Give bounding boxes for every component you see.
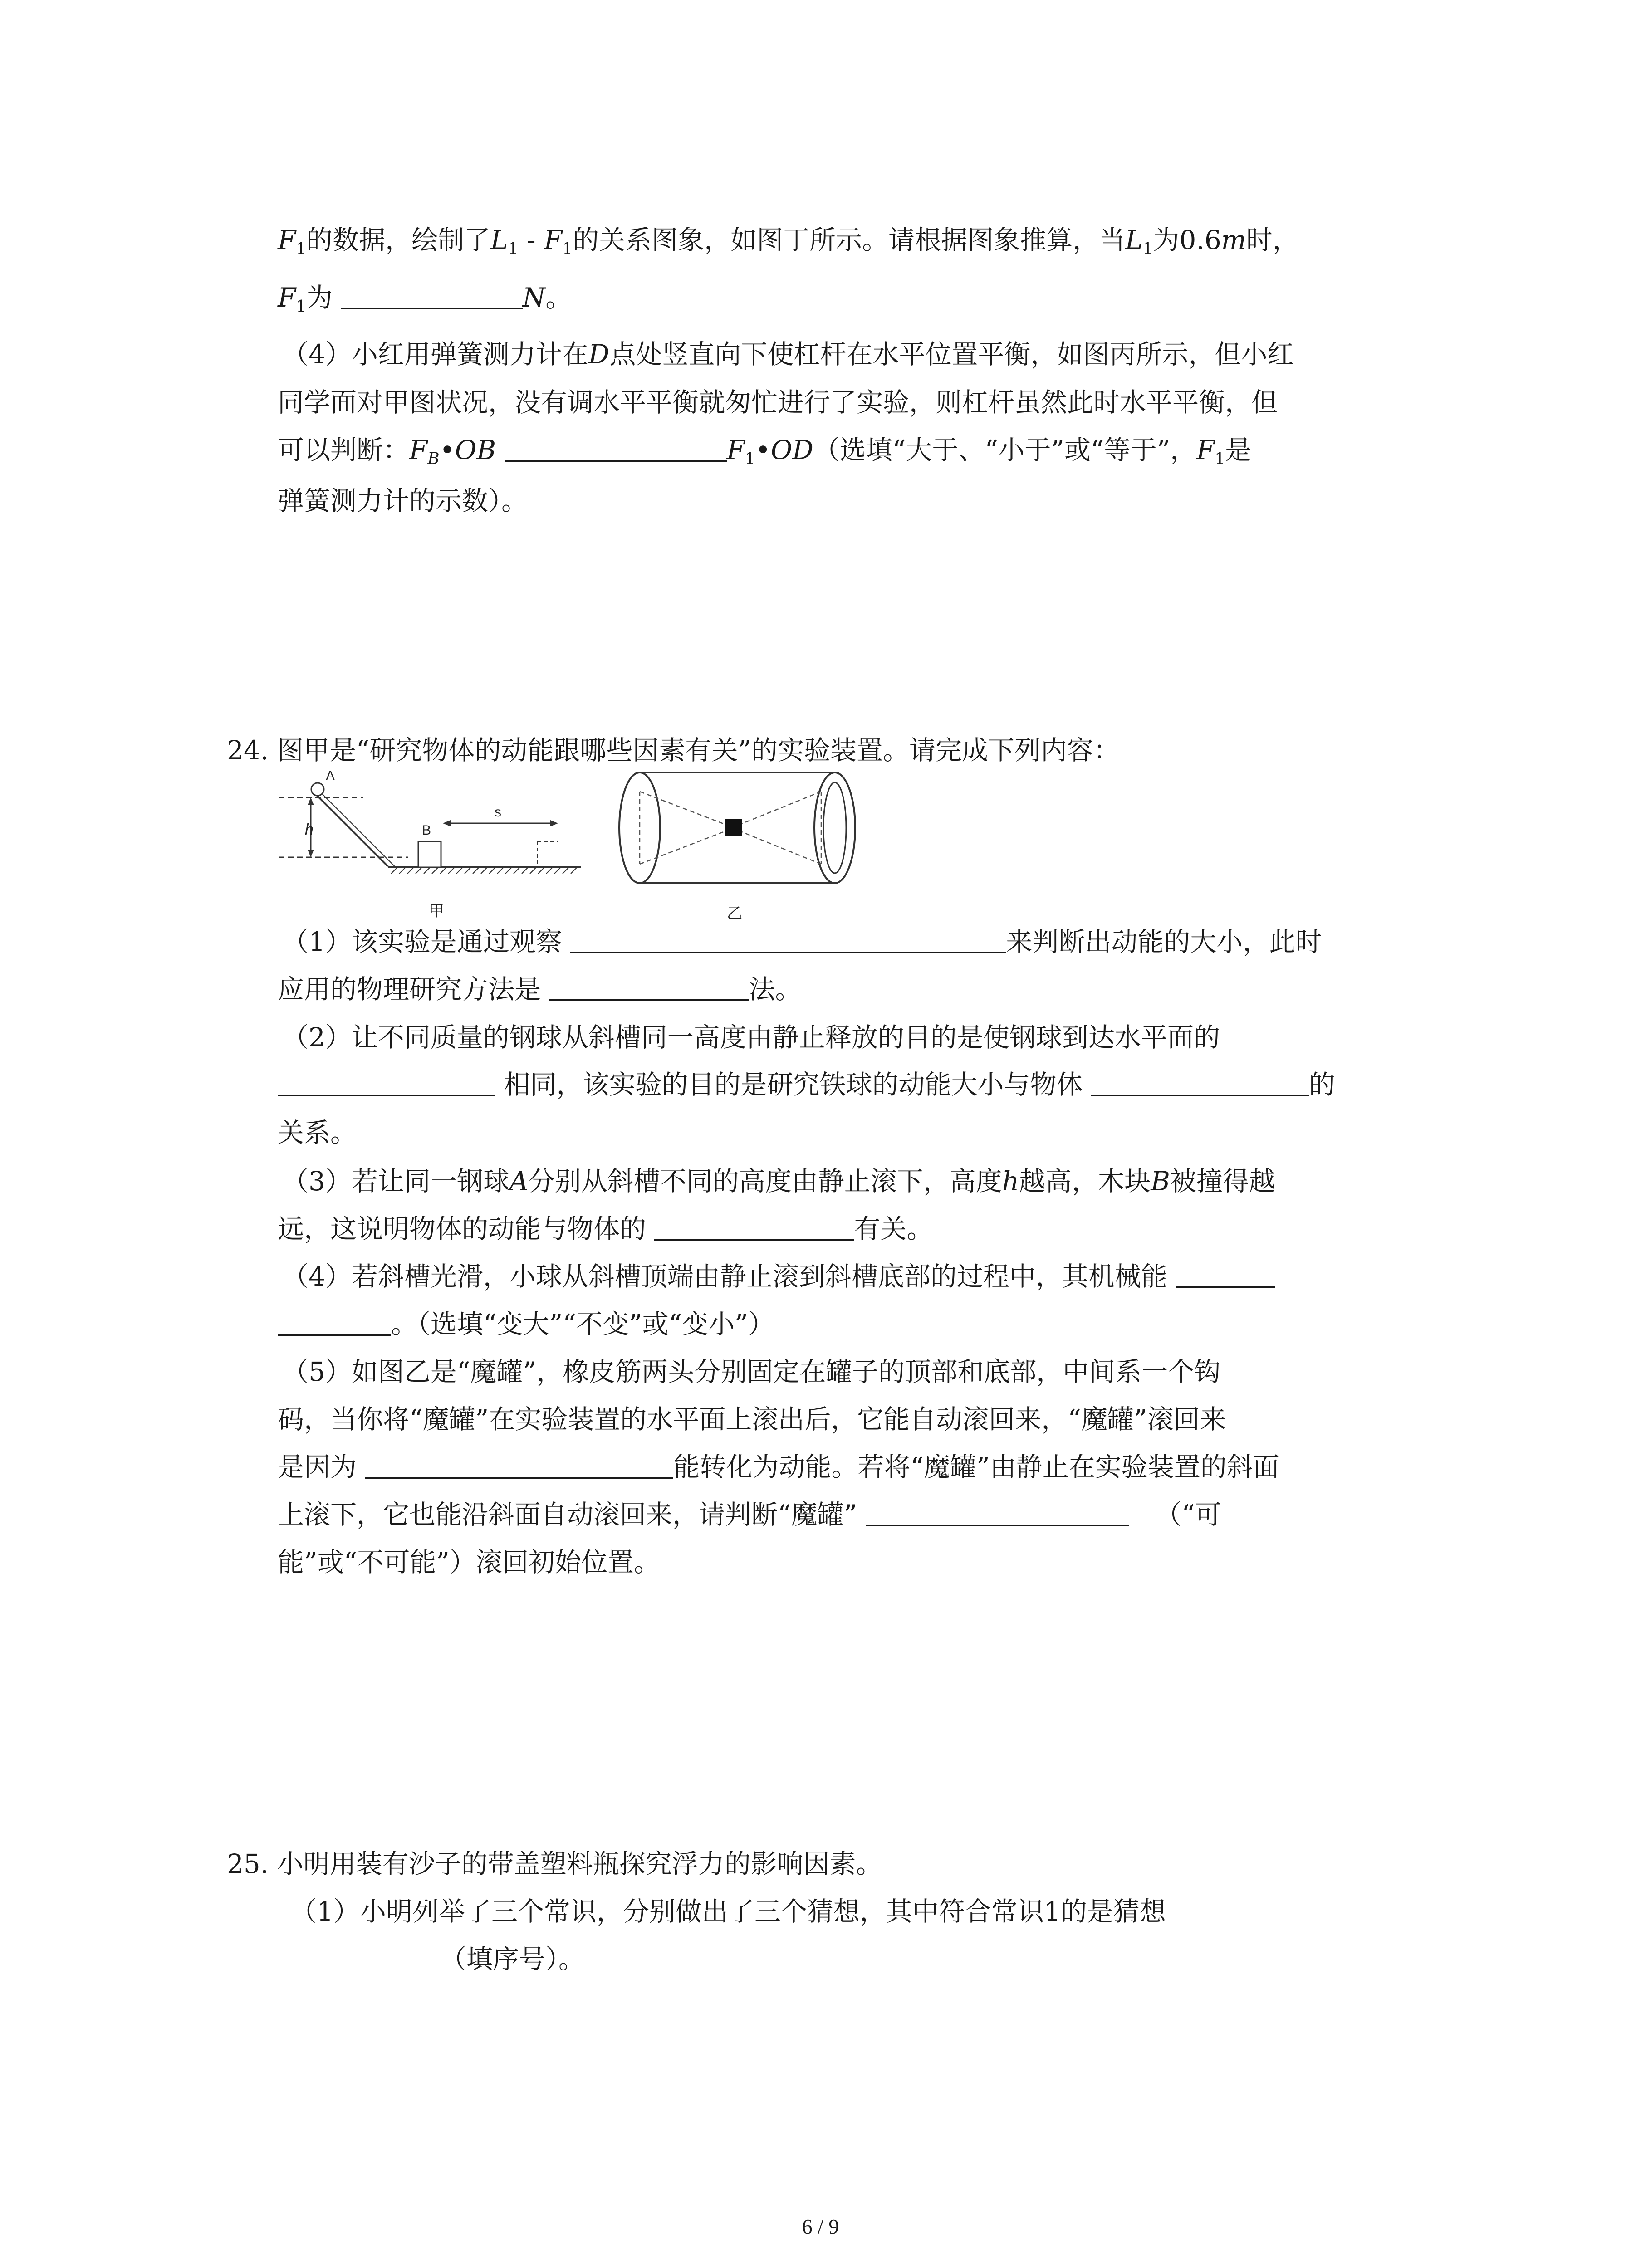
answer-blank-possible[interactable] — [866, 1502, 1129, 1526]
label-a: A — [326, 771, 335, 783]
q23-line1: $F_1$的数据，绘制了$L_1 - F_1$的关系图象，如图丁所示。请根据图象推算，当$L_1$为0.6m时， — [278, 225, 1299, 258]
answer-blank-energy-type[interactable] — [365, 1454, 673, 1479]
answer-blank-factor[interactable] — [1091, 1072, 1309, 1096]
label-b: B — [422, 823, 431, 838]
caption-jia: 甲 — [429, 903, 444, 920]
q23-line2: $F_1$为 N。 — [278, 282, 572, 316]
q24-p2-line1: （2）让不同质量的钢球从斜槽同一高度由静止释放的目的是使钢球到达水平面的 — [282, 1022, 1220, 1053]
q23-part4-line2: 同学面对甲图状况，没有调水平平衡就匆忙进行了实验，则杠杆虽然此时水平平衡，但 — [278, 387, 1278, 418]
q24-p1-line2: 应用的物理研究方法是 法。 — [278, 974, 802, 1005]
q25-p1-line2: （填序号）。 — [440, 1944, 585, 1975]
q25-p1-line1: （1）小明列举了三个常识，分别做出了三个猜想，其中符合常识1的是猜想 — [290, 1896, 1166, 1927]
q23-part4-line1: （4）小红用弹簧测力计在D点处竖直向下使杠杆在水平位置平衡，如图丙所示，但小红 — [282, 339, 1294, 370]
can-right-end — [814, 772, 855, 883]
q24-p5-line1: （5）如图乙是“魔罐”，橡皮筋两头分别固定在罐子的顶部和底部，中间系一个钩 — [282, 1356, 1221, 1387]
question-number: 25. — [227, 1848, 269, 1879]
hook-weight — [725, 819, 742, 836]
question-number: 24. — [227, 735, 269, 766]
q24-p3-line1: （3）若让同一钢球A分别从斜槽不同的高度由静止滚下，高度h越高，木块B被撞得越 — [282, 1166, 1275, 1197]
q23-part4-line3: 可以判断：$F_B•OB$ $F_1•OD$（选填“大于、“小于”或“等于”，$F_1$是 — [278, 435, 1252, 468]
can-left-end — [619, 772, 660, 883]
q24-p2-line3: 关系。 — [278, 1117, 357, 1148]
q24-p5-line3: 是因为 能转化为动能。若将“魔罐”由静止在实验装置的斜面 — [278, 1452, 1279, 1482]
ball-a — [311, 783, 324, 796]
label-h: h — [305, 821, 314, 838]
figure-yi — [608, 762, 880, 925]
answer-blank-speed[interactable] — [278, 1072, 495, 1096]
q24-p4-line2: 。（选填“变大”“不变”或“变小”） — [278, 1311, 774, 1337]
block-b-final — [538, 841, 558, 867]
q24-p5-line2: 码，当你将“魔罐”在实验装置的水平面上滚出后，它能自动滚回来，“魔罐”滚回来 — [278, 1404, 1226, 1435]
q24-p5-line5: 能”或“不可能”）滚回初始位置。 — [278, 1547, 660, 1578]
answer-blank-energy-cont — [278, 1311, 391, 1336]
answer-blank-height[interactable] — [654, 1216, 854, 1241]
symbol-f: F — [278, 225, 296, 255]
answer-blank-energy[interactable] — [1176, 1264, 1275, 1288]
q24-p4-line1: （4）若斜槽光滑，小球从斜槽顶端由静止滚到斜槽底部的过程中，其机械能 — [282, 1263, 1275, 1290]
answer-blank-f1[interactable] — [341, 285, 523, 309]
page-number: 6 / 9 — [802, 2215, 839, 2238]
block-b — [418, 841, 441, 867]
figure-jia — [272, 771, 617, 925]
q25-stem: 25. 小明用装有沙子的带盖塑料瓶探究浮力的影响因素。 — [227, 1848, 882, 1879]
answer-blank-observe[interactable] — [570, 929, 1006, 953]
q24-p2-line2: 相同，该实验的目的是研究铁球的动能大小与物体 的 — [278, 1071, 1335, 1098]
caption-yi: 乙 — [727, 905, 742, 922]
q24-stem: 24. 图甲是“研究物体的动能跟哪些因素有关”的实验装置。请完成下列内容： — [227, 735, 1120, 766]
answer-blank-compare[interactable] — [505, 437, 727, 462]
q24-p5-line4: 上滚下，它也能沿斜面自动滚回来，请判断“魔罐” （“可 — [278, 1499, 1221, 1530]
q23-part4-line4: 弹簧测力计的示数）。 — [278, 485, 528, 516]
q24-p1-line1: （1）该实验是通过观察 来判断出动能的大小，此时 — [282, 926, 1322, 957]
answer-blank-method[interactable] — [549, 977, 749, 1001]
q24-p3-line2: 远，这说明物体的动能与物体的 有关。 — [278, 1213, 933, 1244]
label-s: s — [495, 805, 501, 820]
ramp — [315, 794, 388, 866]
